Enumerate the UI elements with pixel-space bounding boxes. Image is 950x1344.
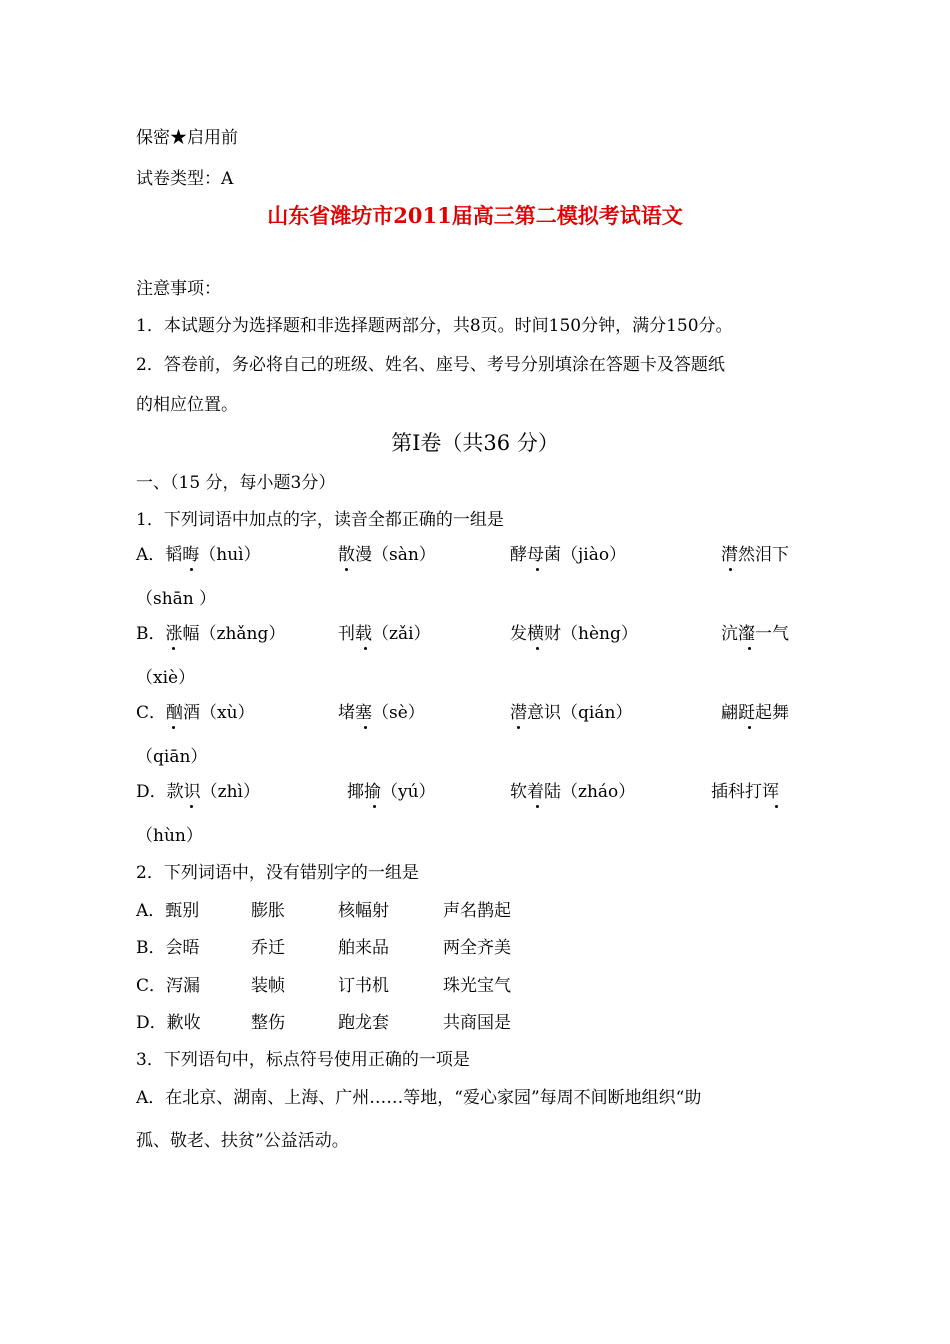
emphasis-dot [190, 568, 193, 571]
q1-option-c-word-2: 堵塞（sè） [338, 703, 425, 723]
notes-heading: 注意事项： [136, 279, 221, 299]
part-one-heading: 一、（15 分，每小题3分） [136, 473, 336, 493]
emphasis-dot [536, 647, 539, 650]
q1-option-b-word-3: 发横财（hèng） [510, 624, 638, 644]
note-item-2-line-1: 2．答卷前，务必将自己的班级、姓名、座号、考号分别填涂在答题卡及答题纸 [136, 355, 725, 375]
q1-option-c-word-3: 潜意识（qián） [510, 703, 633, 723]
emphasis-dot [748, 647, 751, 650]
q2-option-b-word-4: 两全齐美 [443, 938, 511, 958]
q2-option-c-word-2: 装帧 [251, 976, 285, 996]
q2-option-d-word-3: 跑龙套 [338, 1013, 389, 1033]
q1-option-d-word-3: 软着陆（zháo） [510, 782, 636, 802]
q1-option-c-word-4: 翩跹起舞 [721, 703, 789, 723]
q1-option-d-word-4: 插科打诨 [711, 782, 779, 802]
emphasis-dot [345, 568, 348, 571]
emphasis-dot [364, 647, 367, 650]
question-3-stem: 3．下列语句中，标点符号使用正确的一项是 [136, 1050, 470, 1070]
q2-option-b-word-3: 舶来品 [338, 938, 389, 958]
q2-option-d-word-1: D．歉收 [136, 1013, 201, 1033]
note-item-1: 1．本试题分为选择题和非选择题两部分，共8页。时间150分钟，满分150分。 [136, 316, 733, 336]
q1-option-c-word-1: C．酗酒（xù） [136, 703, 255, 723]
q1-option-b-word-1: B．涨幅（zhǎng） [136, 624, 286, 644]
q2-option-c-word-4: 珠光宝气 [443, 976, 511, 996]
emphasis-dot [729, 568, 732, 571]
q1-option-d-word-1: D．款识（zhì） [136, 782, 260, 802]
emphasis-dot [172, 647, 175, 650]
emphasis-dot [748, 726, 751, 729]
q2-option-b-word-1: B．会晤 [136, 938, 200, 958]
q1-option-a-pinyin-4: （shān ） [136, 589, 217, 609]
q1-option-a-word-4: 潸然泪下 [721, 545, 789, 565]
q1-option-b-word-4: 沆瀣一气 [721, 624, 789, 644]
q1-option-d-word-2: 揶揄（yú） [347, 782, 436, 802]
emphasis-dot [172, 726, 175, 729]
emphasis-dot [536, 805, 539, 808]
emphasis-dot [775, 805, 778, 808]
question-2-stem: 2．下列词语中，没有错别字的一组是 [136, 863, 419, 883]
q1-option-a-word-2: 散漫（sàn） [338, 545, 436, 565]
q1-option-b-word-2: 刊载（zǎi） [338, 624, 431, 644]
secret-label: 保密★启用前 [136, 128, 238, 148]
q2-option-a-word-3: 核幅射 [338, 901, 389, 921]
q2-option-c-word-1: C．泻漏 [136, 976, 201, 996]
q1-option-a-word-1: A．韬晦（huì） [136, 545, 261, 565]
exam-title: 山东省潍坊市2011届高三第二模拟考试语文 [267, 203, 683, 228]
q2-option-d-word-4: 共商国是 [443, 1013, 511, 1033]
q3-option-a-line-2: 孤、敬老、扶贫”公益活动。 [136, 1131, 349, 1151]
q2-option-a-word-2: 膨胀 [251, 901, 285, 921]
q2-option-a-word-4: 声名鹊起 [443, 901, 511, 921]
section-title: 第Ⅰ卷（共36 分） [391, 431, 559, 455]
q1-option-c-pinyin-4: （qiān） [136, 747, 208, 767]
emphasis-dot [536, 568, 539, 571]
q2-option-a-word-1: A．甄别 [136, 901, 200, 921]
q2-option-c-word-3: 订书机 [338, 976, 389, 996]
q3-option-a-line-1: A．在北京、湖南、上海、广州……等地，“爱心家园”每周不间断地组织“助 [136, 1088, 702, 1108]
q2-option-b-word-2: 乔迁 [251, 938, 285, 958]
q1-option-a-word-3: 酵母菌（jiào） [510, 545, 627, 565]
q2-option-d-word-2: 整伤 [251, 1013, 285, 1033]
emphasis-dot [364, 726, 367, 729]
question-1-stem: 1．下列词语中加点的字，读音全都正确的一组是 [136, 510, 504, 530]
q1-option-d-pinyin-4: （hùn） [136, 826, 203, 846]
note-item-2-line-2: 的相应位置。 [136, 395, 238, 415]
q1-option-b-pinyin-4: （xiè） [136, 668, 196, 688]
emphasis-dot [517, 726, 520, 729]
emphasis-dot [373, 805, 376, 808]
paper-type: 试卷类型：A [136, 169, 234, 189]
emphasis-dot [190, 805, 193, 808]
